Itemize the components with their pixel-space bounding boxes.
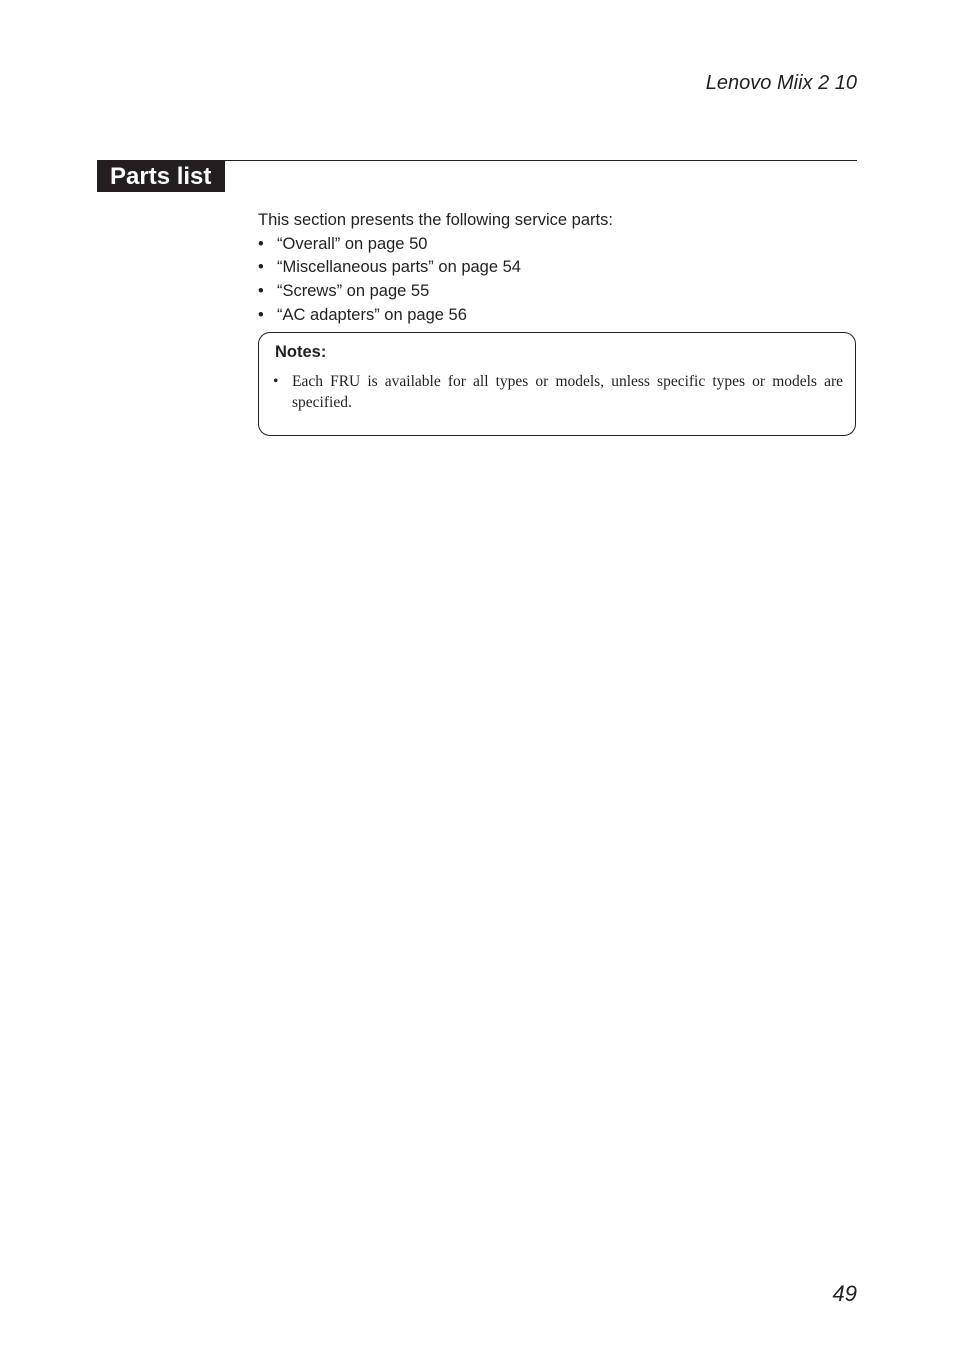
- list-item-link[interactable]: “Overall” on page 50: [277, 234, 428, 253]
- section-title: Parts list: [97, 160, 225, 192]
- list-item-link[interactable]: “AC adapters” on page 56: [277, 305, 467, 324]
- bullet-icon: •: [258, 282, 264, 301]
- bullet-icon: •: [258, 258, 264, 277]
- running-header: Lenovo Miix 2 10: [705, 72, 857, 94]
- list-item-link[interactable]: “Miscellaneous parts” on page 54: [277, 258, 521, 277]
- notes-item-text: Each FRU is available for all types or models, unless specific types or models are specified.: [292, 373, 843, 411]
- intro-text: This section presents the following service parts:: [258, 211, 613, 229]
- parts-link-list: [258, 233, 858, 328]
- list-item[interactable]: [258, 280, 858, 304]
- section-body: [258, 209, 858, 328]
- list-item-link[interactable]: “Screws” on page 55: [277, 282, 430, 301]
- bullet-icon: •: [273, 373, 279, 390]
- notes-item: [273, 372, 843, 413]
- notes-title: Notes:: [275, 343, 327, 361]
- list-item[interactable]: [258, 256, 858, 280]
- notes-box: [258, 332, 856, 436]
- list-item[interactable]: [258, 233, 858, 257]
- bullet-icon: •: [258, 234, 264, 253]
- bullet-icon: •: [258, 305, 264, 324]
- page-number: 49: [832, 1281, 857, 1306]
- list-item[interactable]: [258, 304, 858, 328]
